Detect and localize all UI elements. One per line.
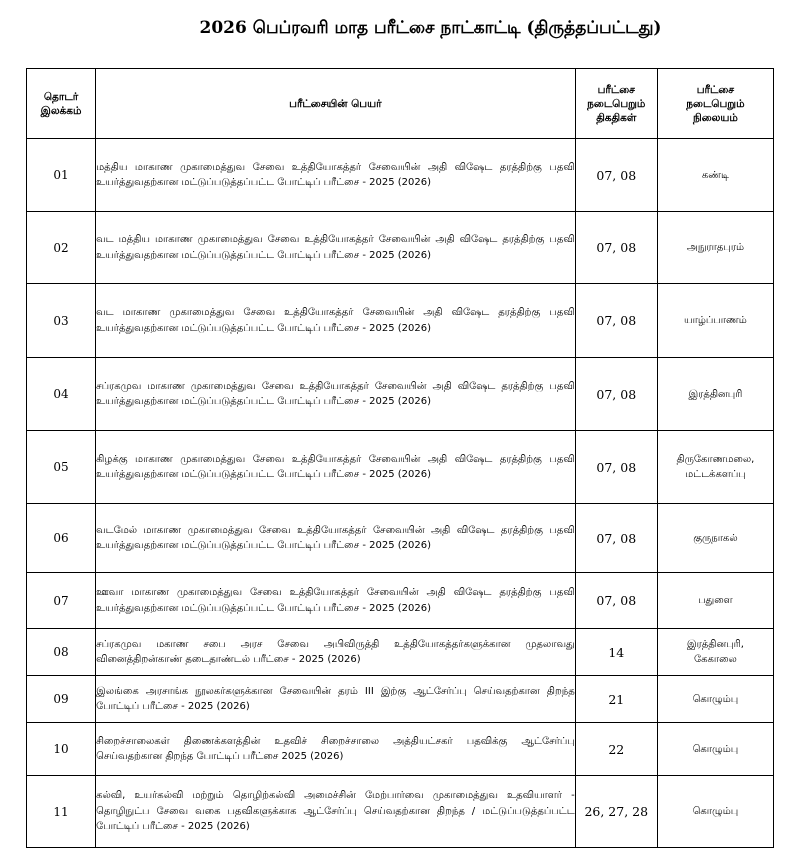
- row-serial: 01: [27, 139, 96, 212]
- table-row: [27, 212, 774, 284]
- row-serial: 02: [27, 212, 96, 284]
- table-row: [27, 676, 774, 723]
- row-dates: 07, 08: [575, 431, 657, 504]
- row-exam-name: ஊவா மாகாண முகாமைத்துவ சேவை உத்தியோகத்தர் சேவையின் அதி விஷேட தரத்திற்கு பதவி உயர்த்துவதற்கான மட்டுப்படுத்தப்பட்ட போட்டிப் பரீட்சை - 2025 (2026): [96, 573, 576, 629]
- row-venue: இரத்தினபுரி: [657, 358, 773, 431]
- row-serial: 09: [27, 676, 96, 723]
- exam-schedule-table: [26, 68, 774, 848]
- row-exam-name: இலங்கை அரசாங்க நூலகர்களுக்கான சேவையின் தரம் III இற்கு ஆட்சேர்ப்பு செய்வதற்கான திறந்த போட்டிப் பரீட்சை - 2025 (2026): [96, 676, 576, 723]
- row-serial: 10: [27, 723, 96, 776]
- table-row: [27, 139, 774, 212]
- row-dates: 21: [575, 676, 657, 723]
- row-venue: அநுராதபுரம்: [657, 212, 773, 284]
- row-serial: 04: [27, 358, 96, 431]
- row-dates: 26, 27, 28: [575, 776, 657, 848]
- row-exam-name: கல்வி, உயர்கல்வி மற்றும் தொழிற்கல்வி அமைச்சின் மேற்பார்வை முகாமைத்துவ உதவியாளர் - தொழிநுட்ப சேவை வகை பதவிகளுக்காக ஆட்சேர்ப்பு செய்வதற்கான திறந்த / மட்டுப்படுத்தப்பட்ட போட்டிப் பரீட்சை - 2025 (2026): [96, 776, 576, 848]
- row-venue: திருகோணமலை, மட்டக்களப்பு: [657, 431, 773, 504]
- row-exam-name: கிழக்கு மாகாண முகாமைத்துவ சேவை உத்தியோகத்தர் சேவையின் அதி விஷேட தரத்திற்கு பதவி உயர்த்துவதற்கான மட்டுப்படுத்தப்பட்ட போட்டிப் பரீட்சை - 2025 (2026): [96, 431, 576, 504]
- row-serial: 11: [27, 776, 96, 848]
- row-venue: கொழும்பு: [657, 776, 773, 848]
- row-dates: 07, 08: [575, 358, 657, 431]
- header-exam-name: பரீட்சையின் பெயர்: [96, 69, 576, 139]
- row-dates: 14: [575, 629, 657, 676]
- row-serial: 05: [27, 431, 96, 504]
- row-exam-name: வட மாகாண முகாமைத்துவ சேவை உத்தியோகத்தர் சேவையின் அதி விஷேட தரத்திற்கு பதவி உயர்த்துவதற்கான மட்டுப்படுத்தப்பட்ட போட்டிப் பரீட்சை - 2025 (2026): [96, 284, 576, 358]
- row-exam-name: சப்ரகமுவ மகாண சபை அரச சேவை அபிவிருத்தி உத்தியோகத்தர்களுக்கான முதலாவது வினைத்திறன்காண் தடைதாண்டல் பரீட்சை - 2025 (2026): [96, 629, 576, 676]
- row-venue: பதுளை: [657, 573, 773, 629]
- row-venue: குருநாகல்: [657, 504, 773, 573]
- row-dates: 07, 08: [575, 573, 657, 629]
- row-dates: 07, 08: [575, 504, 657, 573]
- table-row: [27, 504, 774, 573]
- row-exam-name: வடமேல் மாகாண முகாமைத்துவ சேவை உத்தியோகத்தர் சேவையின் அதி விஷேட தரத்திற்கு பதவி உயர்த்துவதற்கான மட்டுப்படுத்தப்பட்ட போட்டிப் பரீட்சை - 2025 (2026): [96, 504, 576, 573]
- row-venue: இரத்தினபுரி, கேகாலை: [657, 629, 773, 676]
- table-row: [27, 629, 774, 676]
- row-dates: 07, 08: [575, 212, 657, 284]
- row-serial: 06: [27, 504, 96, 573]
- header-exam-venue: பரீட்சை நடைபெறும் நிலையம்: [657, 69, 773, 139]
- row-serial: 03: [27, 284, 96, 358]
- row-exam-name: வட மத்திய மாகாண முகாமைத்துவ சேவை உத்தியோகத்தர் சேவையின் அதி விஷேட தரத்திற்கு பதவி உயர்த்துவதற்கான மட்டுப்படுத்தப்பட்ட போட்டிப் பரீட்சை - 2025 (2026): [96, 212, 576, 284]
- row-serial: 08: [27, 629, 96, 676]
- row-exam-name: சிறைச்சாலைகள் திணைக்களத்தின் உதவிச் சிறைச்சாலை அத்தியட்சகர் பதவிக்கு ஆட்சேர்ப்பு செய்வதற்கான திறந்த போட்டிப் பரீட்சை 2025 (2026): [96, 723, 576, 776]
- row-dates: 22: [575, 723, 657, 776]
- table-row: [27, 776, 774, 848]
- table-row: [27, 284, 774, 358]
- table-row: [27, 573, 774, 629]
- row-serial: 07: [27, 573, 96, 629]
- row-dates: 07, 08: [575, 284, 657, 358]
- row-venue: கொழும்பு: [657, 723, 773, 776]
- row-exam-name: மத்திய மாகாண முகாமைத்துவ சேவை உத்தியோகத்தர் சேவையின் அதி விஷேட தரத்திற்கு பதவி உயர்த்துவதற்கான மட்டுப்படுத்தப்பட்ட போட்டிப் பரீட்சை - 2025 (2026): [96, 139, 576, 212]
- page-title: 2026 பெப்ரவரி மாத பரீட்சை நாட்காட்டி (திருத்தப்பட்டது): [199, 18, 662, 38]
- row-exam-name: சப்ரகமுவ மாகாண முகாமைத்துவ சேவை உத்தியோகத்தர் சேவையின் அதி விஷேட தரத்திற்கு பதவி உயர்த்துவதற்கான மட்டுப்படுத்தப்பட்ட போட்டிப் பரீட்சை - 2025 (2026): [96, 358, 576, 431]
- row-dates: 07, 08: [575, 139, 657, 212]
- row-venue: கண்டி: [657, 139, 773, 212]
- table-row: [27, 723, 774, 776]
- row-venue: யாழ்ப்பாணம்: [657, 284, 773, 358]
- row-venue: கொழும்பு: [657, 676, 773, 723]
- table-header-row: [27, 69, 774, 139]
- table-row: [27, 358, 774, 431]
- header-serial-number: தொடர் இலக்கம்: [27, 69, 96, 139]
- table-row: [27, 431, 774, 504]
- header-exam-dates: பரீட்சை நடைபெறும் திகதிகள்: [575, 69, 657, 139]
